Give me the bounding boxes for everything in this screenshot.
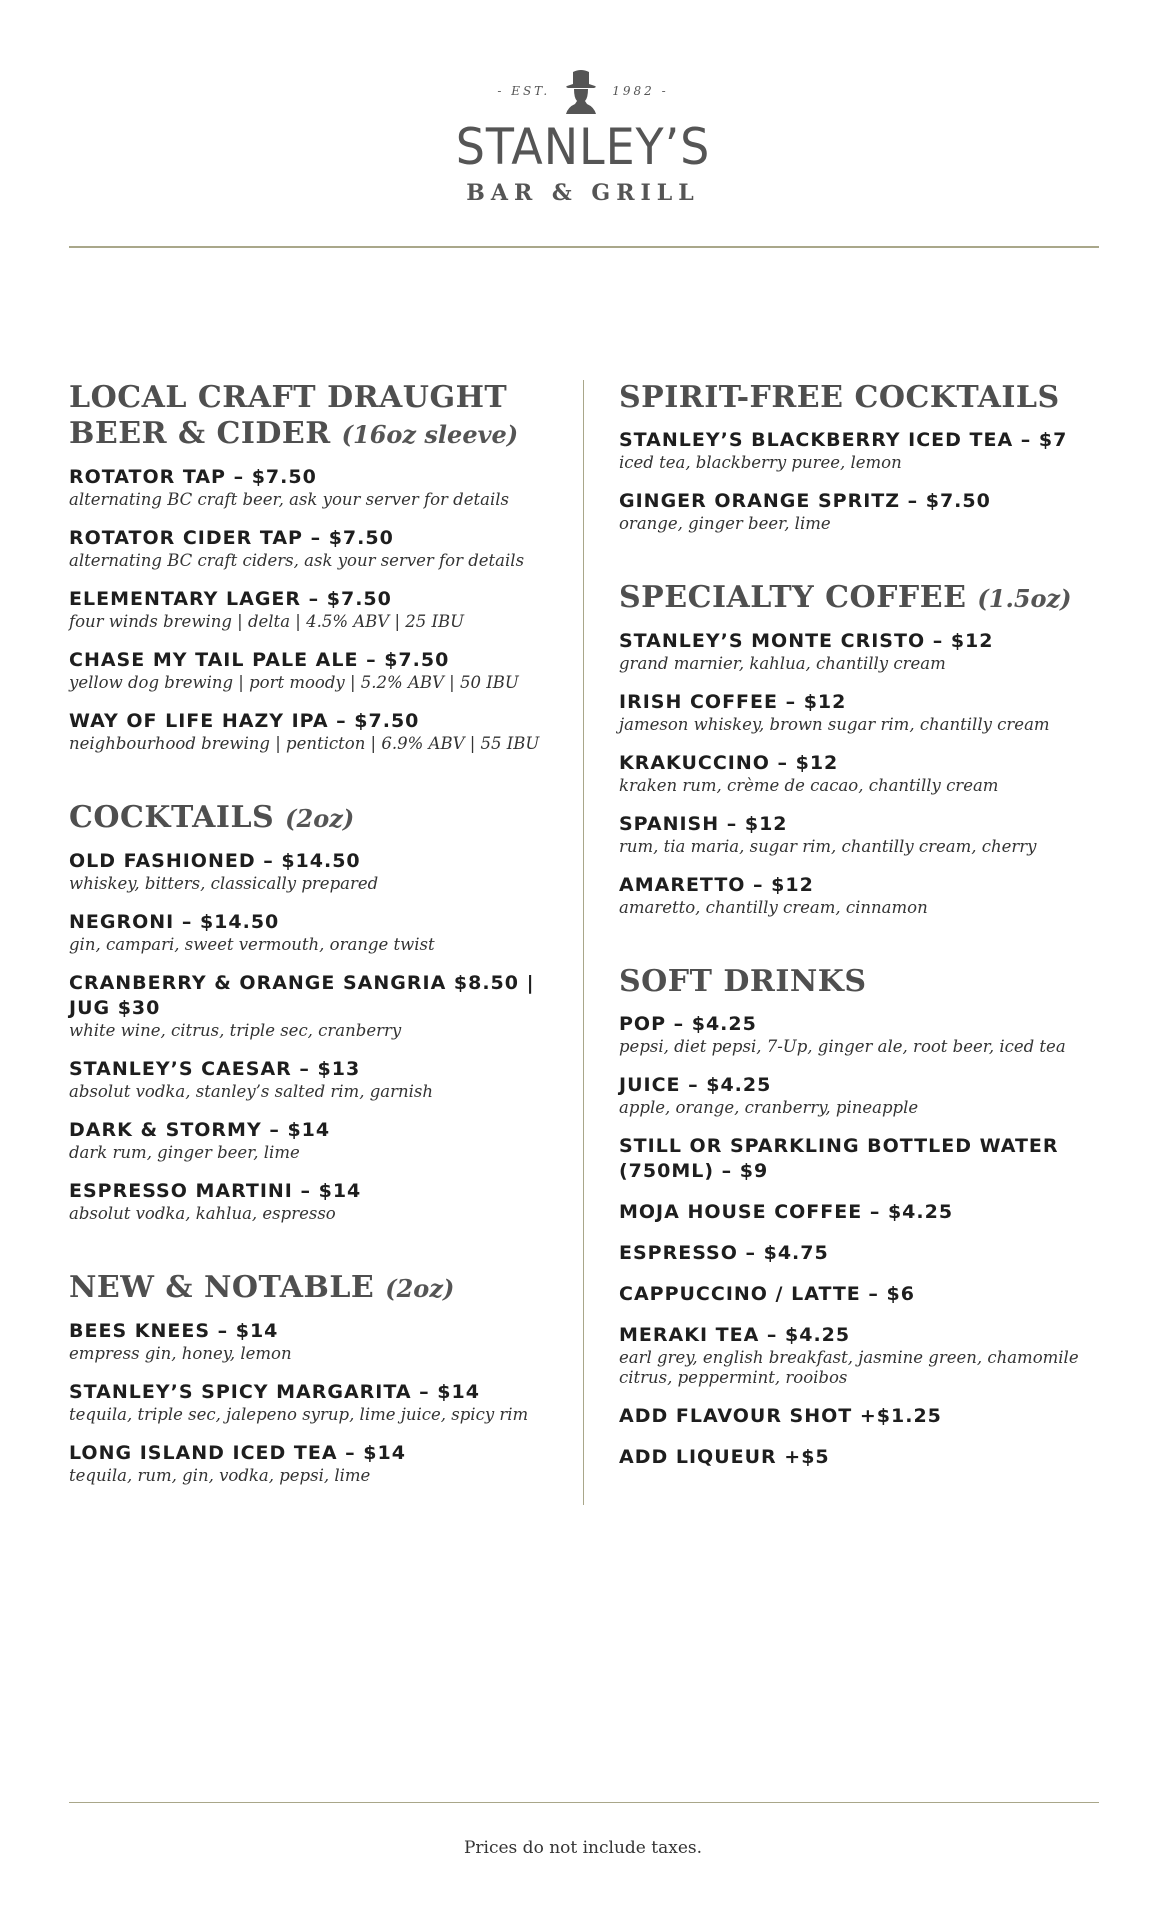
menu-section [69, 800, 579, 1224]
menu-item [619, 812, 1109, 857]
menu-item [69, 1380, 579, 1425]
right-column [619, 380, 1109, 1516]
item-name: MERAKI TEA – $4.25 [619, 1324, 851, 1346]
menu-item [69, 1118, 579, 1163]
item-name: ADD LIQUEUR +$5 [619, 1446, 830, 1468]
menu-item [69, 709, 579, 754]
year-label: 1982 - [612, 84, 669, 98]
menu-item [619, 489, 1109, 534]
item-description: apple, orange, cranberry, pineapple [619, 1098, 919, 1117]
item-name: AMARETTO – $12 [619, 874, 814, 896]
brand-subtitle: BAR & GRILL [466, 180, 700, 206]
item-name: ROTATOR TAP – $7.50 [69, 466, 317, 488]
menu-header [0, 0, 1166, 250]
item-name: POP – $4.25 [619, 1013, 757, 1035]
item-name: STANLEY’S MONTE CRISTO – $12 [619, 630, 994, 652]
item-name: BEES KNEES – $14 [69, 1320, 279, 1342]
item-name: ESPRESSO MARTINI – $14 [69, 1180, 362, 1202]
established-row [0, 68, 1166, 114]
item-description: iced tea, blackberry puree, lemon [619, 453, 902, 472]
item-description: dark rum, ginger beer, lime [69, 1143, 300, 1162]
left-column [69, 380, 579, 1532]
section-title-text: SPECIALTY COFFEE [619, 580, 967, 615]
column-divider [583, 380, 584, 1505]
item-description: gin, campari, sweet vermouth, orange twist [69, 935, 435, 954]
section-title [69, 1270, 579, 1307]
menu-item [619, 1134, 1109, 1184]
item-name: STANLEY’S SPICY MARGARITA – $14 [69, 1381, 480, 1403]
section-subtitle: (2oz) [385, 1274, 455, 1303]
menu-item [69, 1319, 579, 1364]
item-description: empress gin, honey, lemon [69, 1344, 292, 1363]
item-name: KRAKUCCINO – $12 [619, 752, 839, 774]
item-name: JUICE – $4.25 [619, 1074, 772, 1096]
item-name: GINGER ORANGE SPRITZ – $7.50 [619, 490, 991, 512]
item-description: four winds brewing | delta | 4.5% ABV | 25 IBU [69, 612, 465, 631]
tax-note: Prices do not include taxes. [463, 1838, 703, 1858]
item-name: SPANISH – $12 [619, 813, 788, 835]
section-title-text: SPIRIT-FREE COCKTAILS [619, 380, 1060, 415]
item-description: jameson whiskey, brown sugar rim, chantilly cream [619, 715, 1050, 734]
section-title [69, 380, 579, 453]
menu-item [619, 1404, 1109, 1429]
item-name: OLD FASHIONED – $14.50 [69, 850, 361, 872]
menu-section [69, 1270, 579, 1486]
item-description: rum, tia maria, sugar rim, chantilly cream, cherry [619, 837, 1037, 856]
menu-item [619, 751, 1109, 796]
item-description: whiskey, bitters, classically prepared [69, 874, 379, 893]
section-title [69, 800, 579, 837]
menu-item [619, 1200, 1109, 1225]
item-description: white wine, citrus, triple sec, cranberry [69, 1021, 402, 1040]
item-name: ELEMENTARY LAGER – $7.50 [69, 588, 392, 610]
item-description: absolut vodka, stanley’s salted rim, garnish [69, 1082, 433, 1101]
item-name: STILL OR SPARKLING BOTTLED WATER (750ML) – $9 [619, 1135, 1059, 1182]
item-description: absolut vodka, kahlua, espresso [69, 1204, 336, 1223]
item-name: MOJA HOUSE COFFEE – $4.25 [619, 1201, 954, 1223]
menu-item [619, 428, 1109, 473]
item-description: kraken rum, crème de cacao, chantilly cream [619, 776, 999, 795]
item-description: grand marnier, kahlua, chantilly cream [619, 654, 946, 673]
item-name: STANLEY’S CAESAR – $13 [69, 1058, 361, 1080]
item-name: STANLEY’S BLACKBERRY ICED TEA – $7 [619, 429, 1068, 451]
section-title-text: COCKTAILS [69, 800, 275, 835]
item-name: DARK & STORMY – $14 [69, 1119, 331, 1141]
menu-section [619, 380, 1109, 534]
menu-item [69, 910, 579, 955]
section-title [619, 380, 1109, 416]
item-description: orange, ginger beer, lime [619, 514, 831, 533]
menu-section [619, 964, 1109, 1470]
header-divider [69, 246, 1099, 248]
item-name: WAY OF LIFE HAZY IPA – $7.50 [69, 710, 420, 732]
menu-section [619, 580, 1109, 918]
item-description: tequila, triple sec, jalepeno syrup, lime juice, spicy rim [69, 1405, 529, 1424]
menu-item [619, 629, 1109, 674]
menu-item [619, 690, 1109, 735]
item-description: tequila, rum, gin, vodka, pepsi, lime [69, 1466, 371, 1485]
menu-item [69, 849, 579, 894]
brand-name: STANLEY’S [455, 118, 711, 176]
menu-item [69, 1057, 579, 1102]
menu-item [69, 971, 579, 1041]
item-name: IRISH COFFEE – $12 [619, 691, 847, 713]
menu-section [69, 380, 579, 754]
menu-item [69, 648, 579, 693]
menu-item [619, 1445, 1109, 1470]
item-name: LONG ISLAND ICED TEA – $14 [69, 1442, 406, 1464]
footer-divider [69, 1802, 1099, 1803]
menu-item [69, 1179, 579, 1224]
item-name: CHASE MY TAIL PALE ALE – $7.50 [69, 649, 450, 671]
menu-item [619, 1073, 1109, 1118]
item-name: ADD FLAVOUR SHOT +$1.25 [619, 1405, 942, 1427]
item-name: ROTATOR CIDER TAP – $7.50 [69, 527, 394, 549]
item-name: NEGRONI – $14.50 [69, 911, 280, 933]
section-title [619, 964, 1109, 1000]
menu-item [619, 1012, 1109, 1057]
section-title [619, 580, 1109, 617]
menu-item [69, 465, 579, 510]
item-description: alternating BC craft beer, ask your server for details [69, 490, 509, 509]
menu-item [69, 526, 579, 571]
section-subtitle: (1.5oz) [977, 584, 1072, 613]
menu-item [619, 1241, 1109, 1266]
item-description: neighbourhood brewing | penticton | 6.9% ABV | 55 IBU [69, 734, 540, 753]
item-name: ESPRESSO – $4.75 [619, 1242, 829, 1264]
menu-item [69, 587, 579, 632]
item-description: pepsi, diet pepsi, 7-Up, ginger ale, root beer, iced tea [619, 1037, 1066, 1056]
hat-silhouette-icon [564, 68, 598, 114]
menu-item [619, 873, 1109, 918]
menu-item [69, 1441, 579, 1486]
menu-item [619, 1323, 1109, 1388]
section-title-text: LOCAL CRAFT DRAUGHT BEER & CIDER [69, 380, 508, 451]
item-description: amaretto, chantilly cream, cinnamon [619, 898, 928, 917]
menu-item [619, 1282, 1109, 1307]
item-name: CAPPUCCINO / LATTE – $6 [619, 1283, 915, 1305]
section-title-text: NEW & NOTABLE [69, 1270, 375, 1305]
section-title-text: SOFT DRINKS [619, 964, 867, 999]
item-description: earl grey, english breakfast, jasmine green, chamomile citrus, peppermint, rooibos [619, 1348, 1079, 1387]
est-label: - EST. [497, 84, 551, 98]
item-name: CRANBERRY & ORANGE SANGRIA $8.50 | JUG $30 [69, 972, 535, 1019]
section-subtitle: (16oz sleeve) [341, 420, 519, 449]
item-description: alternating BC craft ciders, ask your server for details [69, 551, 525, 570]
section-subtitle: (2oz) [285, 804, 355, 833]
item-description: yellow dog brewing | port moody | 5.2% ABV | 50 IBU [69, 673, 519, 692]
